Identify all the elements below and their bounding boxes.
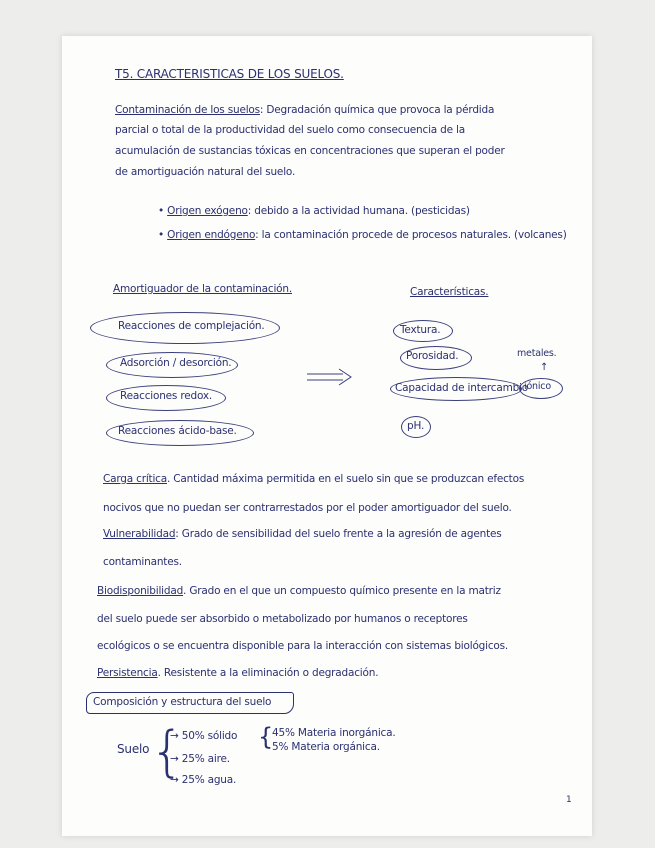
bullet-exogeno: • Origen exógeno: debido a la actividad humana. (pesticidas) bbox=[158, 205, 470, 217]
text-line: de amortiguación natural del suelo. bbox=[115, 166, 296, 178]
definition-persistencia: Persistencia. Resistente a la eliminación o degradación. bbox=[97, 667, 379, 679]
amortiguador-item: Adsorción / desorción. bbox=[120, 357, 232, 369]
double-arrow-icon bbox=[305, 366, 355, 388]
composicion-part: → 50% sólido bbox=[170, 730, 238, 742]
text-line: del suelo puede ser absorbido o metabolizado por humanos o receptores bbox=[97, 613, 468, 625]
solido-part: 5% Materia orgánica. bbox=[272, 741, 380, 753]
amortiguador-item: Reacciones ácido-base. bbox=[118, 425, 237, 437]
amortiguador-item: Reacciones de complejación. bbox=[118, 320, 265, 332]
page-title: T5. CARACTERISTICAS DE LOS SUELOS. bbox=[115, 67, 344, 81]
page-number: 1 bbox=[566, 795, 572, 805]
text-line: acumulación de sustancias tóxicas en concentraciones que superan el poder bbox=[115, 145, 505, 157]
amortiguador-heading: Amortiguador de la contaminación. bbox=[113, 283, 292, 295]
composicion-part: → 25% aire. bbox=[170, 753, 230, 765]
amortiguador-item: Reacciones redox. bbox=[120, 390, 212, 402]
brace-icon: { bbox=[150, 720, 185, 783]
text-line: ecológicos o se encuentra disponible para la interacción con sistemas biológicos. bbox=[97, 640, 509, 652]
suelo-label: Suelo bbox=[117, 742, 150, 756]
definition-carga-critica: Carga crítica. Cantidad máxima permitida en el suelo sin que se produzcan efectos bbox=[103, 473, 525, 485]
caracteristica-item: Porosidad. bbox=[406, 350, 459, 362]
text-line: nocivos que no puedan ser contrarrestados por el poder amortiguador del suelo. bbox=[103, 502, 512, 514]
text-line: parcial o total de la productividad del suelo como consecuencia de la bbox=[115, 124, 465, 136]
definition-contaminacion: Contaminación de los suelos: Degradación química que provoca la pérdida bbox=[115, 104, 495, 116]
composicion-heading: Composición y estructura del suelo bbox=[93, 696, 272, 708]
ionico-label: iónico bbox=[524, 381, 551, 392]
caracteristica-item: Capacidad de intercambio bbox=[395, 382, 528, 394]
definition-vulnerabilidad: Vulnerabilidad: Grado de sensibilidad del suelo frente a la agresión de agentes bbox=[103, 528, 502, 540]
caracteristica-item: Textura. bbox=[400, 324, 441, 336]
text-line: contaminantes. bbox=[103, 556, 182, 568]
metales-note: metales. bbox=[517, 348, 557, 359]
definition-biodisponibilidad: Biodisponibilidad. Grado en el que un compuesto químico presente en la matriz bbox=[97, 585, 501, 597]
up-arrow-icon: ↑ bbox=[540, 362, 549, 373]
brace-icon: { bbox=[258, 723, 274, 751]
composicion-part: → 25% agua. bbox=[170, 774, 237, 786]
solido-part: 45% Materia inorgánica. bbox=[272, 727, 396, 739]
caracteristica-item: pH. bbox=[407, 420, 425, 432]
bullet-endogeno: • Origen endógeno: la contaminación procede de procesos naturales. (volcanes) bbox=[158, 229, 567, 241]
caracteristicas-heading: Características. bbox=[410, 286, 489, 298]
